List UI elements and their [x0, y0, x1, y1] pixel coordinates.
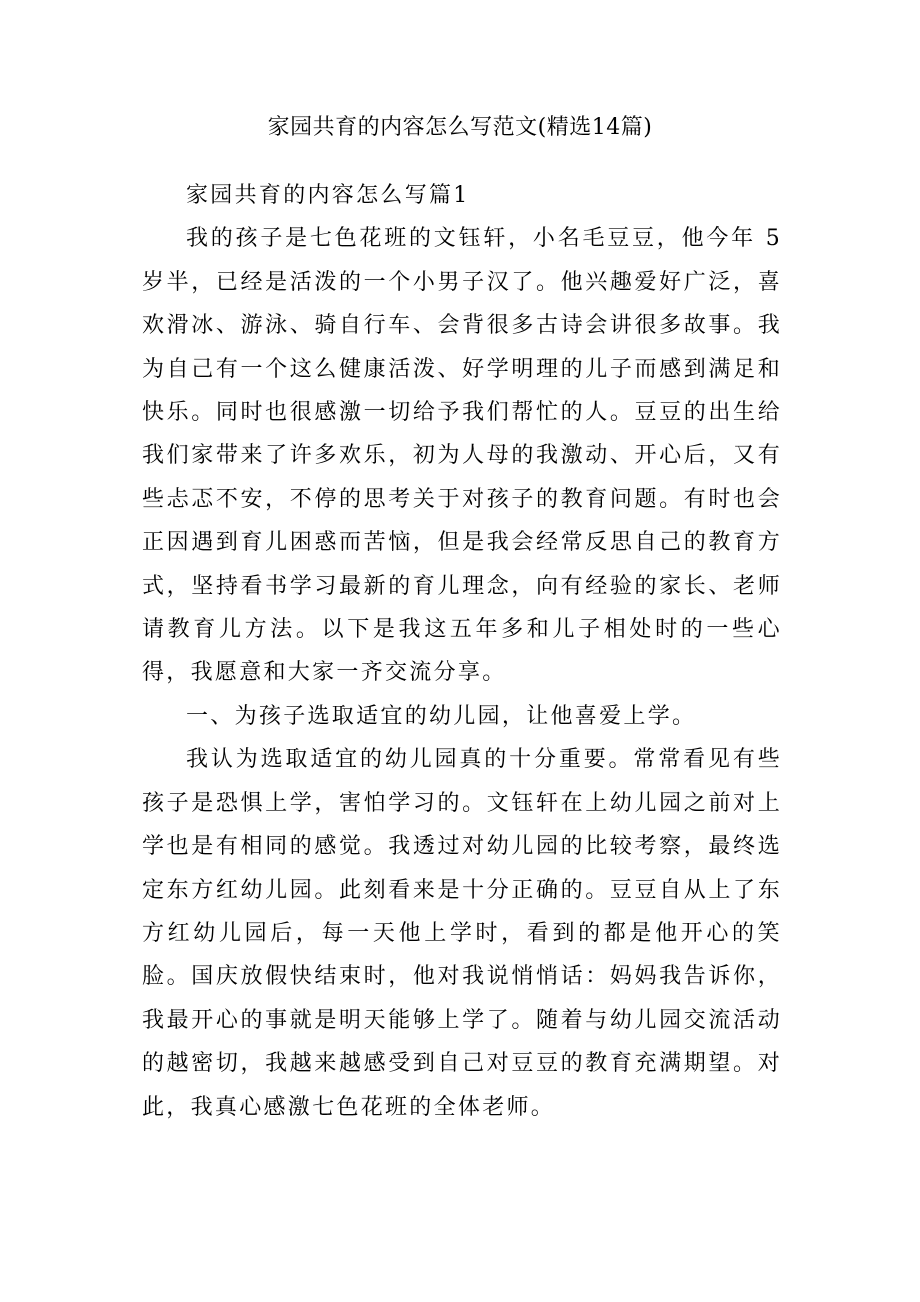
- body-paragraph: 我认为选取适宜的幼儿园真的十分重要。常常看见有些孩子是恐惧上学，害怕学习的。文钰轩在上幼儿园之前对上学也是有相同的感觉。我透过对幼儿园的比较考察，最终选定东方红幼儿园。此刻看来是十分正确的。豆豆自从上了东方红幼儿园后，每一天他上学时，看到的都是他开心的笑脸。国庆放假快结束时，他对我说悄悄话：妈妈我告诉你，我最开心的事就是明天能够上学了。随着与幼儿园交流活动的越密切，我越来越感受到自己对豆豆的教育充满期望。对此，我真心感激七色花班的全体老师。: [142, 747, 782, 1120]
- document-title: 家园共育的内容怎么写范文(精选14篇): [267, 115, 653, 140]
- subsection-heading: 一、为孩子选取适宜的幼儿园，让他喜爱上学。: [186, 703, 697, 729]
- body-paragraph: 我的孩子是七色花班的文钰轩，小名毛豆豆，他今年 5 岁半，已经是活泼的一个小男子汉了。他兴趣爱好广泛，喜欢滑冰、游泳、骑自行车、会背很多古诗会讲很多故事。我为自己有一个这么健康活泼、好学明理的儿子而感到满足和快乐。同时也很感激一切给予我们帮忙的人。豆豆的出生给我们家带来了许多欢乐，初为人母的我激动、开心后，又有些忐忑不安，不停的思考关于对孩子的教育问题。有时也会正因遇到育儿困惑而苦恼，但是我会经常反思自己的教育方式，坚持看书学习最新的育儿理念，向有经验的家长、老师请教育儿方法。以下是我这五年多和儿子相处时的一些心得，我愿意和大家一齐交流分享。: [142, 226, 782, 686]
- document-body: [142, 174, 782, 1129]
- section-heading: 家园共育的内容怎么写篇1: [186, 183, 470, 208]
